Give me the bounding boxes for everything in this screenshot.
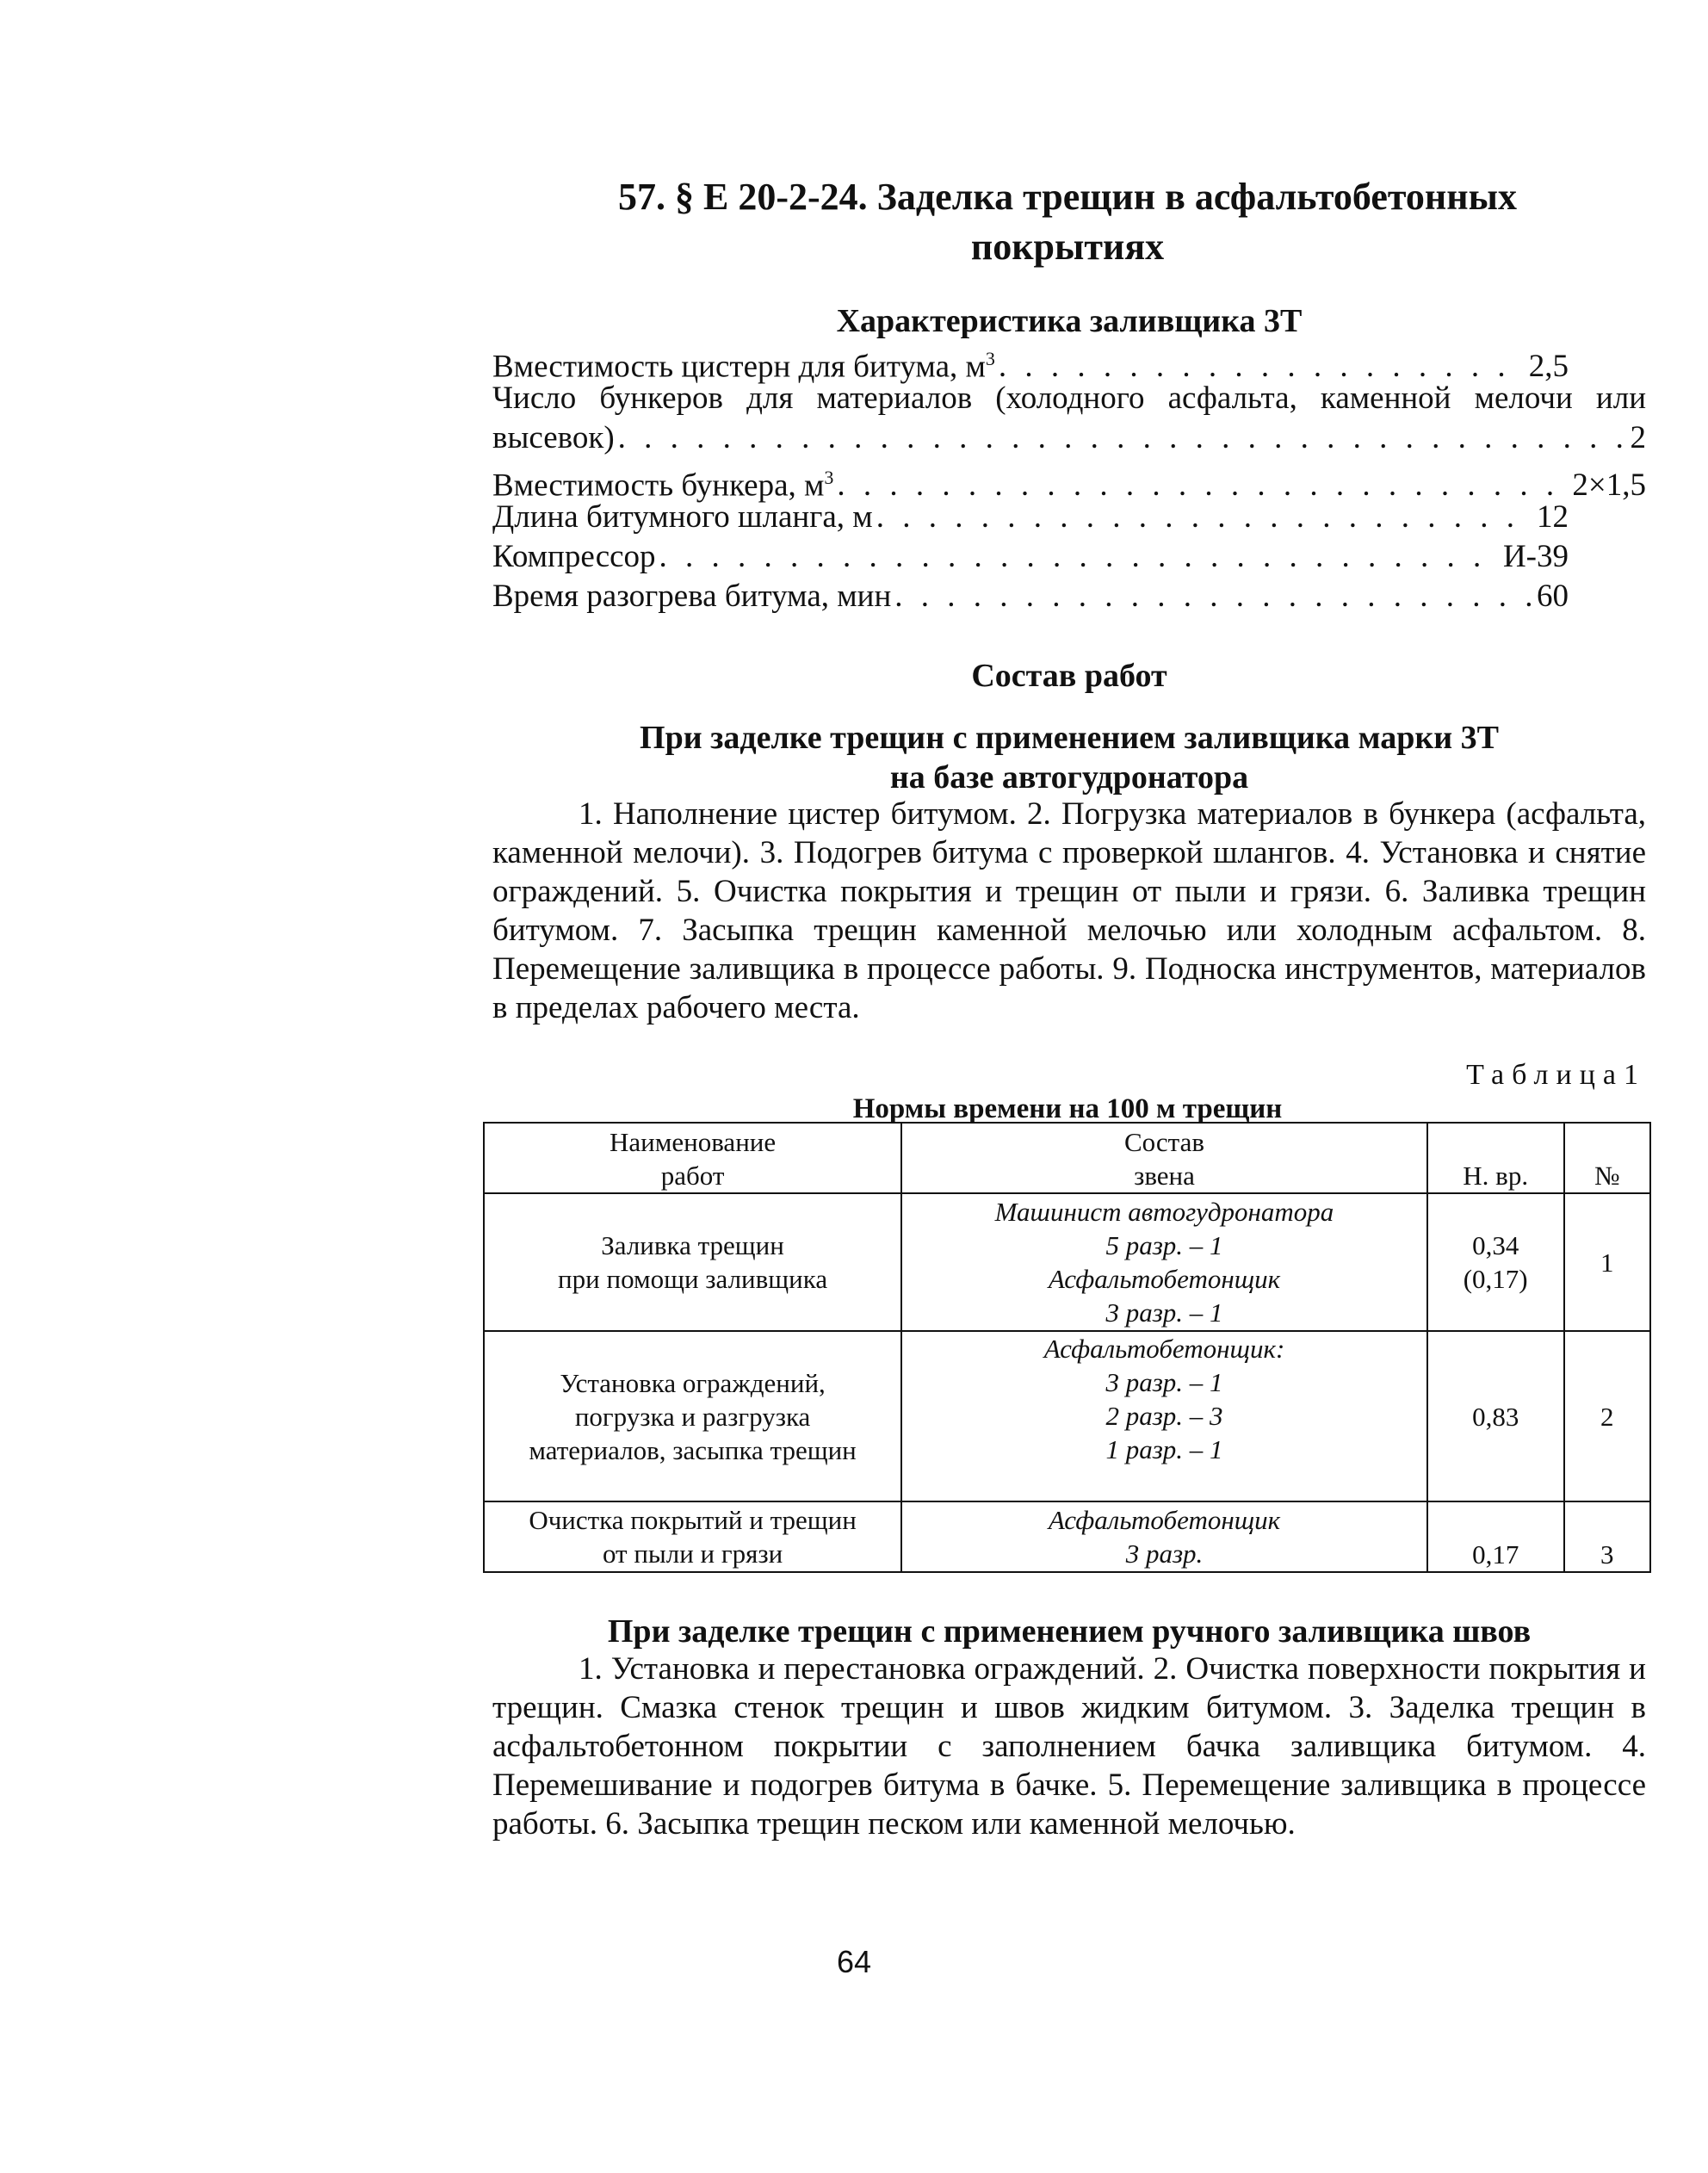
section1-text: 1. Наполнение цистер битумом. 2. Погрузка материалов в бункера (асфальта, каменной мелочи). 3. Подогрев битума с проверкой шлангов. 4. Установка и снятие ограждений. 5. Очистка покрытия и трещин от пыли и грязи. 6. Заливка трещин битумом. 7. Засыпка трещин каменной мелочью или холодным асфальтом. 8. Перемещение заливщика в процессе работы. 9. Подноска инструментов, материалов в пределах рабочего места.: [492, 796, 1646, 1025]
table-row: [484, 1501, 1650, 1572]
spec-value: И-39: [1502, 539, 1569, 574]
spec-label-line: Число бункеров для материалов (холодного асфальта, каменной мелочи или: [492, 381, 1646, 416]
cell-crew: Асфальтобетонщик: 3 разр. – 1 2 разр. – 3 1 разр. – 1: [901, 1331, 1427, 1501]
spec-label: Вместимость цистерн для битума, $м^3$: [492, 348, 995, 385]
spec-list: [492, 339, 1646, 616]
spec-label: Длина битумного шланга, м: [492, 499, 873, 535]
section2-text: 1. Установка и перестановка ограждений. 2. Очистка поверхности покрытия и трещин. Смазка стенок трещин и швов жидким битумом. 3. Заделка трещин в асфальтобетонном покрытии с заполнением бачка заливщика битумом. 4. Перемешивание и подогрев битума в бачке. 5. Перемещение заливщика в процессе работы. 6. Засыпка трещин песком или каменной мелочью.: [492, 1651, 1646, 1842]
cell-norm: 0,83: [1427, 1331, 1564, 1501]
norms-table: [483, 1122, 1651, 1573]
table-header-row: [484, 1123, 1650, 1193]
spec-value: 2×1,5: [1572, 467, 1646, 504]
cell-num: 3: [1564, 1501, 1650, 1572]
cell-crew: Машинист автогудронатора 5 разр. – 1 Асфальтобетонщик 3 разр. – 1: [901, 1193, 1427, 1331]
spec-label: Вместимость бункера, $м^3$: [492, 467, 834, 504]
section1-heading: При заделке трещин с применением заливщика марки 3Т на базе автогудронатора: [640, 720, 1499, 796]
spec-label: Время разогрева битума, мин: [492, 579, 892, 614]
spec-label: Компрессор: [492, 539, 656, 574]
cell-name: Очистка покрытий и трещин от пыли и грязи: [484, 1501, 901, 1572]
header-num: №: [1564, 1123, 1650, 1193]
header-norm: Н. вр.: [1427, 1123, 1564, 1193]
cell-name: Установка ограждений, погрузка и разгрузка материалов, засыпка трещин: [484, 1331, 901, 1501]
spec-row: [492, 458, 1646, 504]
page-number: 64: [836, 1944, 872, 1979]
works-heading: Состав работ: [971, 658, 1167, 694]
spec-value: 12: [1537, 499, 1569, 535]
spec-row: [492, 339, 1646, 385]
table-label: Таблица1: [1466, 1059, 1646, 1091]
section-title: [482, 172, 1653, 272]
cell-num: 1: [1564, 1193, 1650, 1331]
spec-heading: Характеристика заливщика 3Т: [836, 303, 1303, 339]
cell-name: Заливка трещин при помощи заливщика: [484, 1193, 901, 1331]
spec-row: [492, 418, 1646, 458]
spec-value: 2,5: [1528, 349, 1569, 385]
section-title-line-2: покрытиях: [970, 226, 1165, 268]
spec-row: [492, 537, 1646, 577]
spec-value: 60: [1537, 579, 1569, 614]
header-name: Наименование работ: [484, 1123, 901, 1193]
cell-norm: 0,34 (0,17): [1427, 1193, 1564, 1331]
spec-row: [492, 577, 1646, 616]
spec-label: высевок): [492, 420, 615, 455]
section-title-line-1: 57. § Е 20-2-24. Заделка трещин в асфальтобетонных: [618, 176, 1517, 218]
table-row: [484, 1331, 1650, 1501]
cell-norm: 0,17: [1427, 1501, 1564, 1572]
header-crew: Состав звена: [901, 1123, 1427, 1193]
table-row: [484, 1193, 1650, 1331]
spec-value: 2: [1630, 420, 1646, 455]
cell-num: 2: [1564, 1331, 1650, 1501]
section2-heading: При заделке трещин с применением ручного заливщика швов: [607, 1613, 1532, 1650]
spec-row: [492, 498, 1646, 537]
cell-crew: Асфальтобетонщик 3 разр.: [901, 1501, 1427, 1572]
table-title: Нормы времени на 100 м трещин: [852, 1093, 1283, 1124]
